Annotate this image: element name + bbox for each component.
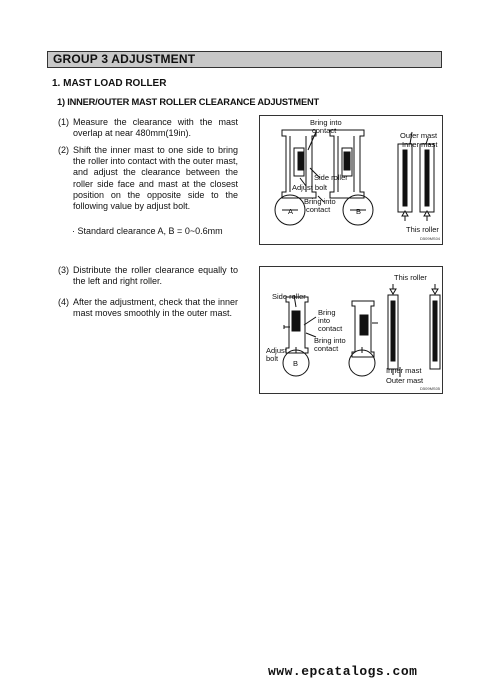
label-outer-mast: Outer mast bbox=[386, 376, 424, 385]
label-bring-into-top: Bring into bbox=[310, 118, 342, 127]
label-this-roller: This roller bbox=[406, 225, 439, 234]
step-text: Measure the clearance with the mast overlap at near 480mm(19in). bbox=[73, 117, 238, 139]
label-b: B bbox=[293, 359, 299, 368]
step-number: (3) bbox=[58, 265, 69, 275]
section-title: 1. MAST LOAD ROLLER bbox=[52, 78, 167, 89]
step-3 bbox=[58, 265, 238, 287]
step-number: (2) bbox=[58, 145, 69, 155]
figure-code: D509MS04 bbox=[420, 236, 441, 241]
label-contact-bottom: contact bbox=[314, 344, 339, 353]
figure-roller-clearance-1 bbox=[259, 115, 443, 245]
diagram-1 bbox=[260, 116, 442, 244]
label-adjust-bolt: Adjust bolt bbox=[292, 183, 328, 192]
figure-roller-clearance-2 bbox=[259, 266, 443, 394]
label-a: A bbox=[288, 207, 294, 216]
label-inner-mast: Inner mast bbox=[402, 140, 438, 149]
figure-code: D509MS05 bbox=[420, 386, 441, 391]
step-1 bbox=[58, 117, 238, 139]
label-side-roller: Side roller bbox=[314, 173, 348, 182]
label-bolt: bolt bbox=[266, 354, 279, 363]
label-this-roller: This roller bbox=[394, 273, 427, 282]
label-into: into bbox=[318, 316, 331, 325]
label-b: B bbox=[356, 207, 362, 216]
footer-url: www.epcatalogs.com bbox=[268, 664, 418, 679]
label-inner-mast: Inner mast bbox=[386, 366, 422, 375]
step-text: Distribute the roller clearance equally to the left and right roller. bbox=[73, 265, 238, 287]
label-contact: contact bbox=[318, 324, 343, 333]
subsection-title: 1) INNER/OUTER MAST ROLLER CLEARANCE ADJUSTMENT bbox=[57, 97, 319, 107]
step-text: Shift the inner mast to one side to bring the roller into contact with the outer mast, and adjust the clearance between the roller side face and mast at the closest position on the opposite side to the following value by adjust bolt. bbox=[73, 145, 238, 212]
step-text: After the adjustment, check that the inner mast moves smoothly in the outer mast. bbox=[73, 297, 238, 319]
label-adjust: Adjust bbox=[266, 346, 287, 355]
diagram-2 bbox=[260, 267, 442, 393]
group-header: GROUP 3 ADJUSTMENT bbox=[47, 51, 442, 68]
label-bring: Bring bbox=[318, 308, 336, 317]
label-bring-into-bottom: Bring into bbox=[314, 336, 346, 345]
step-4 bbox=[58, 297, 238, 319]
standard-clearance: · Standard clearance A, B = 0~0.6mm bbox=[72, 226, 223, 236]
label-outer-mast: Outer mast bbox=[400, 131, 438, 140]
step-number: (1) bbox=[58, 117, 69, 127]
label-side-roller: Side roller bbox=[272, 292, 306, 301]
roller-fill bbox=[298, 152, 304, 170]
step-2 bbox=[58, 145, 238, 212]
label-bring-into-bottom: Bring into bbox=[304, 197, 336, 206]
step-number: (4) bbox=[58, 297, 69, 307]
label-contact-top: contact bbox=[312, 126, 337, 135]
label-contact-bottom: contact bbox=[306, 205, 331, 214]
